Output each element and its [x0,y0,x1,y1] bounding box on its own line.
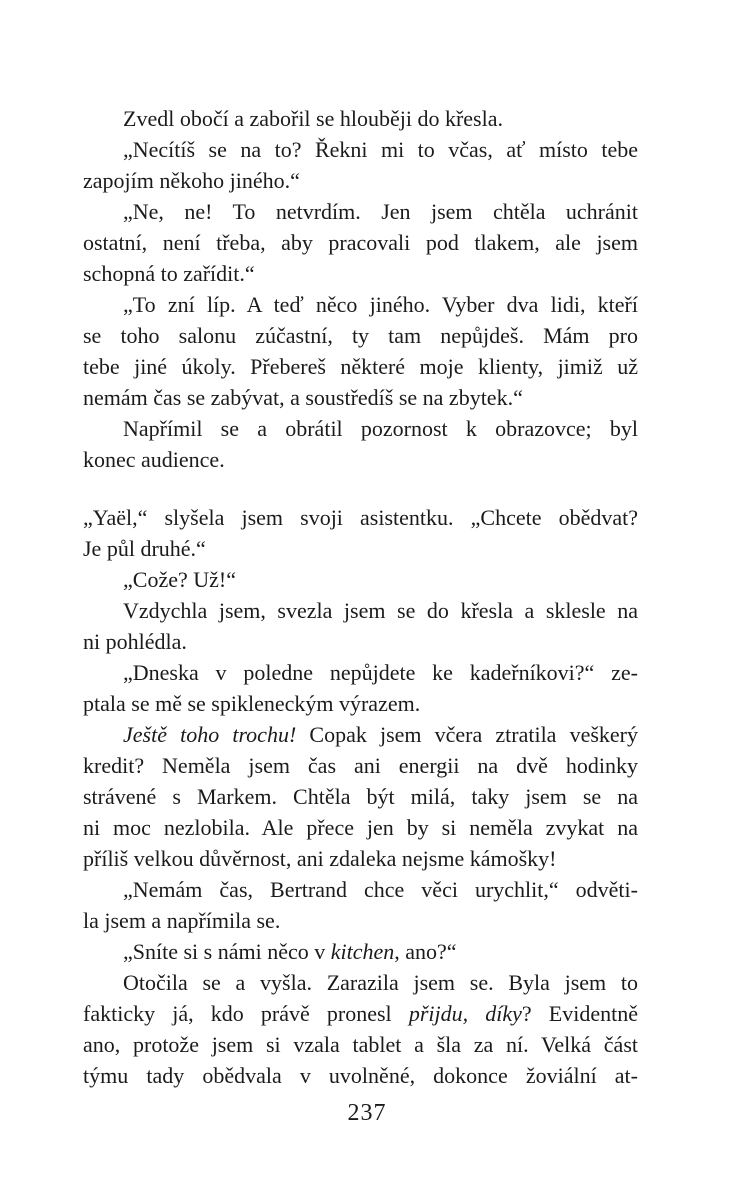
text-line [83,165,638,196]
text-line [83,967,638,998]
text-segment: , ano?“ [394,939,457,964]
text-line [83,750,638,781]
text-segment: „Nemám čas, Bertrand chce věci urychlit,“ odvěti- [123,877,638,902]
text-segment: „Dneska v poledne nepůjdete ke kadeřníkovi?“ ze- [123,660,638,685]
text-segment: Copak jsem včera ztratila veškerý [296,722,638,747]
text-segment: Otočila se a vyšla. Zarazila jsem se. Byla jsem to [123,970,638,995]
text-line [83,227,638,258]
text-segment: se toho salonu zúčastní, ty tam nepůjdeš. Mám pro [83,323,638,348]
text-segment: nemám čas se zabývat, a soustředíš se na zbytek.“ [83,385,523,410]
text-segment: příliš velkou důvěrnost, ani zdaleka nejsme kámošky! [83,846,557,871]
text-line [83,502,638,533]
text-segment: ? Evidentně [521,1001,638,1026]
text-segment: fakticky já, kdo právě pronesl [83,1001,409,1026]
text-segment: „Yaël,“ slyšela jsem svoji asistentku. „Chcete obědvat? [83,505,638,530]
text-line [83,626,638,657]
text-line [83,688,638,719]
text-segment: Vzdychla jsem, svezla jsem se do křesla a sklesle na [123,598,638,623]
text-line [83,413,638,444]
text-segment: tebe jiné úkoly. Přebereš některé moje klienty, jimiž už [83,354,638,379]
text-line [83,905,638,936]
text-segment: kredit? Neměla jsem čas ani energii na dvě hodinky [83,753,638,778]
text-line [83,657,638,688]
text-line [83,351,638,382]
text-segment: Napřímil se a obrátil pozornost k obrazovce; byl [123,416,638,441]
text-line [83,196,638,227]
text-line [83,103,638,134]
italic-text-segment: kitchen [330,939,395,964]
text-segment: la jsem a napřímila se. [83,908,281,933]
text-line [83,936,638,967]
text-block [83,103,638,1091]
italic-text-segment: přijdu, díky [408,1001,522,1026]
text-line [83,444,638,475]
text-segment: ni pohlédla. [83,629,187,654]
text-line [83,998,638,1029]
text-line [83,874,638,905]
text-segment: „Necítíš se na to? Řekni mi to včas, ať místo tebe [123,137,638,162]
text-segment: ano, protože jsem si vzala tablet a šla za ní. Velká část [83,1032,638,1057]
text-segment: strávené s Markem. Chtěla být milá, taky jsem se na [83,784,638,809]
text-line [83,595,638,626]
text-line [83,564,638,595]
text-segment: „Cože? Už!“ [123,567,236,592]
text-line [83,781,638,812]
text-line [83,134,638,165]
text-line [83,719,638,750]
text-line [83,1029,638,1060]
text-segment: konec audience. [83,447,225,472]
text-line [83,289,638,320]
text-line [83,1060,638,1091]
text-segment: zapojím někoho jiného.“ [83,168,300,193]
text-segment: Je půl druhé.“ [83,536,206,561]
text-line [83,533,638,564]
text-segment: Zvedl obočí a zabořil se hlouběji do křesla. [123,106,503,131]
text-line [83,382,638,413]
text-segment: „To zní líp. A teď něco jiného. Vyber dva lidi, kteří [123,292,638,317]
text-segment: ptala se mě se spikleneckým výrazem. [83,691,421,716]
text-line [83,320,638,351]
text-segment: ni moc nezlobila. Ale přece jen by si neměla zvykat na [83,815,638,840]
text-segment: týmu tady obědvala v uvolněné, dokonce žoviální at- [83,1063,638,1088]
text-segment: „Ne, ne! To netvrdím. Jen jsem chtěla uchránit [123,199,638,224]
text-line [83,843,638,874]
text-segment: ostatní, není třeba, aby pracovali pod tlakem, ale jsem [83,230,638,255]
page-number: 237 [347,1100,387,1126]
text-line [83,812,638,843]
text-segment: „Sníte si s námi něco v [123,939,331,964]
text-segment: schopná to zařídit.“ [83,261,255,286]
italic-text-segment: Ještě toho trochu! [123,722,297,747]
text-line [83,258,638,289]
